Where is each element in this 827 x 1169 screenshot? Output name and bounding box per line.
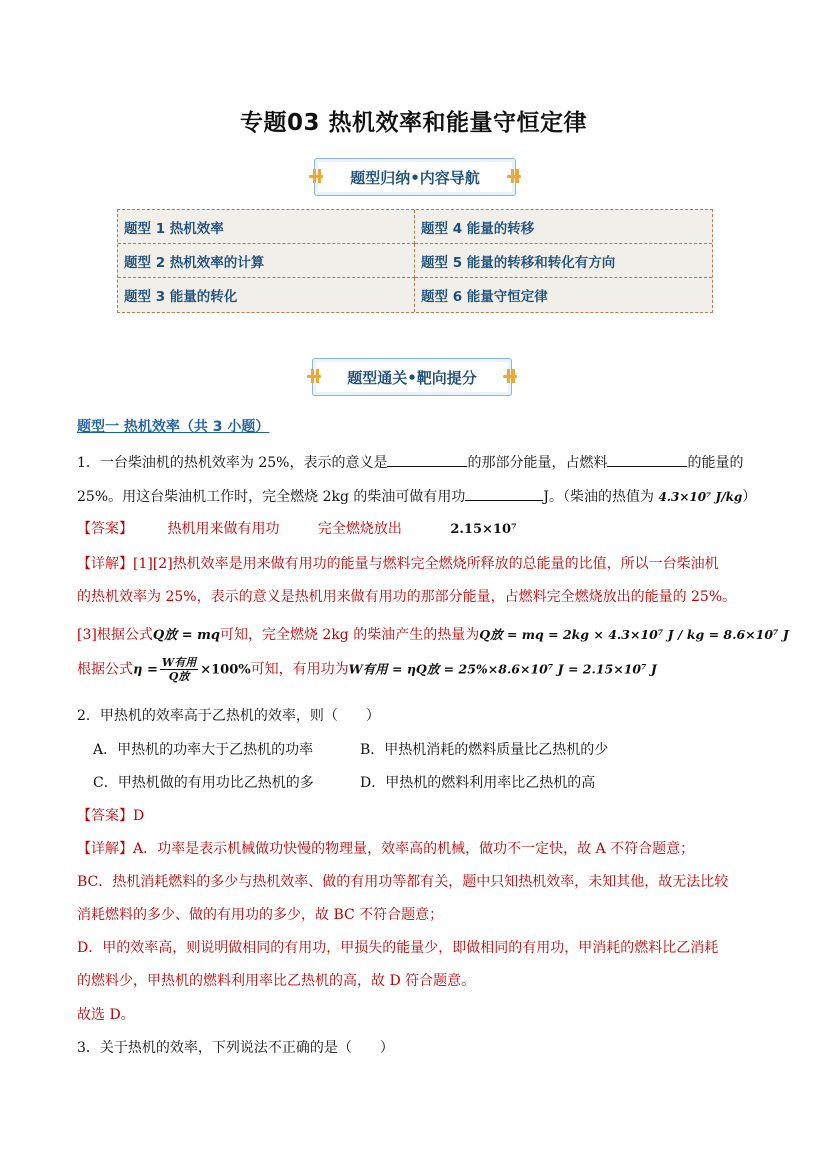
section-banner-navigation [314,158,516,196]
q2-stem: 2．甲热机的效率高于乙热机的效率，则（ ） [77,708,380,724]
fraction [160,656,198,683]
banner-label: 题型归纳•内容导航 [350,168,480,187]
answer-value: 热机用来做有用功 [167,521,280,537]
banner-right-ornament-icon [507,175,521,178]
nav-item[interactable]: 题型 2 热机效率的计算 [118,244,415,278]
nav-item[interactable]: 题型 5 能量的转移和转化有方向 [415,244,712,278]
section-heading[interactable]: 题型一 热机效率（共 3 小题） [77,419,270,435]
banner-left-ornament-icon [309,175,323,178]
q1-detail-3 [77,624,789,644]
q2-option-c[interactable]: C．甲热机做的有用功比乙热机的多 [93,775,314,791]
q2-detail-5: 的燃料少，甲热机的燃料利用率比乙热机的高，故 D 符合题意。 [77,973,476,989]
nav-item[interactable]: 题型 6 能量守恒定律 [421,289,548,305]
banner-left-ornament-icon [307,375,321,378]
fraction-denominator: Q放 [168,670,190,683]
q1-text: 1．一台柴油机的热机效率为 25%，表示的意义是 [77,455,388,471]
q2-answer: 【答案】D [77,808,145,824]
section-banner-practice [312,358,512,396]
q2-detail-3: 消耗燃料的多少、做的有用功的多少，故 BC 不符合题意； [77,907,444,923]
q2-detail-1: 【详解】A．功率是表示机械做功快慢的物理量，效率高的机械，做功不一定快，故 A 不符合题意； [77,841,695,857]
q1-answer [77,518,517,538]
q2-detail-4: D．甲的效率高，则说明做相同的有用功，甲损失的能量少，即做相同的有用功，甲消耗的燃料比乙消耗 [77,940,719,956]
q2-detail-6: 故选 D。 [77,1007,135,1023]
q1-text: J。（柴油的热值为 [543,489,654,505]
heat-value: 4.3×10⁷ J/kg [658,490,743,504]
answer-label: 【答案】 [77,521,133,537]
answer-blank [387,452,467,467]
q3-stem: 3．关于热机的效率，下列说法不正确的是（ ） [77,1040,394,1056]
page-title: 专题03 热机效率和能量守恒定律 [239,110,587,136]
formula: ×100% [200,662,251,678]
q1-text: 的那部分能量，占燃料 [467,455,608,471]
formula: Q放 = mq = 2kg × 4.3×10⁷ J / kg = 8.6×10⁷ J [479,627,789,642]
answer-value: 2.15×10⁷ [450,522,517,537]
q1-line-2 [77,486,756,506]
q2-option-a[interactable]: A．甲热机的功率大于乙热机的功率 [93,742,314,758]
q1-text: 25%。用这台柴油机工作时，完全燃烧 2kg 的柴油可做有用功 [77,489,466,505]
q1-detail-4 [77,656,657,683]
formula: η = [133,662,158,678]
nav-item[interactable]: 题型 3 能量的转化 [118,278,415,312]
fraction-numerator: W有用 [161,656,197,669]
q2-detail-2: BC．热机消耗燃料的多少与热机效率、做的有用功等都有关，题中只知热机效率，未知其他，故无法比较 [77,874,729,890]
q1-text: ） [742,489,757,505]
detail-text: 可知，有用功为 [250,661,349,678]
q2-option-d[interactable]: D．甲热机的燃料利用率比乙热机的高 [360,775,596,791]
formula: W有用 = ηQ放 = 25%×8.6×10⁷ J = 2.15×10⁷ J [348,661,657,677]
detail-text: 可知，完全燃烧 2kg 的柴油产生的热量为 [219,627,480,643]
banner-right-ornament-icon [503,375,517,378]
q1-detail-1: 【详解】[1][2]热机效率是用来做有用功的能量与燃料完全燃烧所释放的总能量的比值，所以一台柴油机 [77,556,719,572]
formula: Q放 = mq [152,628,220,643]
answer-blank [607,452,687,467]
q1-detail-2: 的热机效率为 25%，表示的意义是热机用来做有用功的那部分能量，占燃料完全燃烧放出的能量的 25%。 [77,589,737,605]
nav-item[interactable]: 题型 4 能量的转移 [415,210,712,244]
nav-item[interactable]: 题型 1 热机效率 [118,210,415,244]
answer-value: 完全燃烧放出 [317,521,402,537]
detail-text: 根据公式 [77,661,133,678]
q1-text: 的能量的 [687,455,744,471]
q1-line-1 [77,452,743,472]
topic-navigation-table [117,209,713,313]
detail-text: [3]根据公式 [77,627,153,643]
banner-label: 题型通关•靶向提分 [347,368,477,387]
answer-blank [465,486,543,501]
q2-option-b[interactable]: B．甲热机消耗的燃料质量比乙热机的少 [360,742,609,758]
